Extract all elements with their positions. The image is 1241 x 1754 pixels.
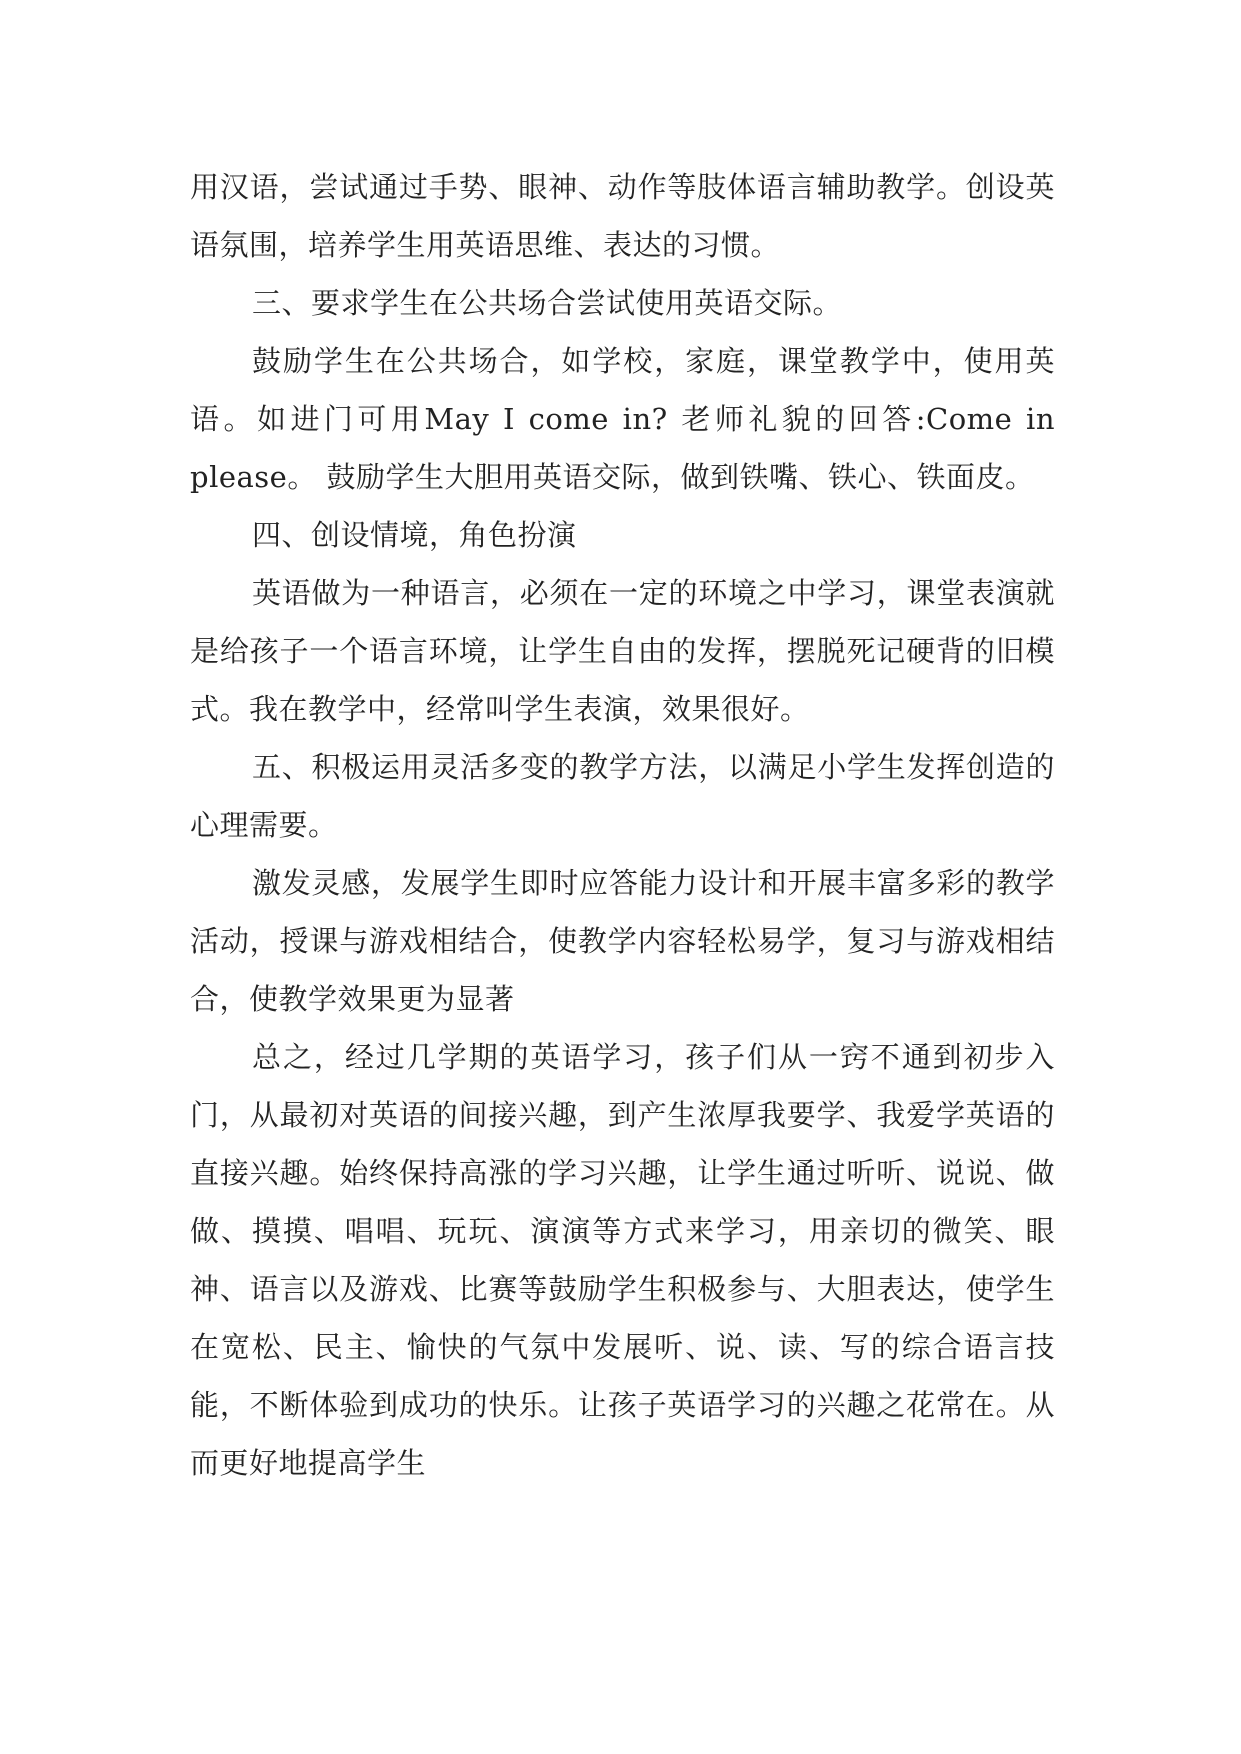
paragraph-4: 四、创设情境，角色扮演 (252, 518, 577, 552)
paragraph-6: 五、积极运用灵活多变的教学方法，以满足小学生发挥创造的心理需要。 (190, 750, 1055, 842)
paragraph-7: 激发灵感，发展学生即时应答能力设计和开展丰富多彩的教学活动，授课与游戏相结合，使教学内容轻松易学，复习与游戏相结合，使教学效果更为显著 (190, 866, 1055, 1016)
paragraph-5: 英语做为一种语言，必须在一定的环境之中学习，课堂表演就是给孩子一个语言环境，让学生自由的发挥，摆脱死记硬背的旧模式。我在教学中，经常叫学生表演，效果很好。 (190, 576, 1055, 726)
paragraph-2: 三、要求学生在公共场合尝试使用英语交际。 (252, 286, 843, 320)
body-text (190, 158, 1055, 1492)
paragraph-3: 鼓励学生在公共场合，如学校，家庭，课堂教学中，使用英语。如进门可用May I come in? 老师礼貌的回答:Come in please。 鼓励学生大胆用英语交际，做到铁嘴、铁心、铁面皮。 (190, 344, 1055, 494)
paragraph-1: 用汉语，尝试通过手势、眼神、动作等肢体语言辅助教学。创设英语氛围，培养学生用英语思维、表达的习惯。 (190, 170, 1055, 262)
paragraph-8: 总之，经过几学期的英语学习，孩子们从一窍不通到初步入门，从最初对英语的间接兴趣，到产生浓厚我要学、我爱学英语的直接兴趣。始终保持高涨的学习兴趣，让学生通过听听、说说、做做、摸摸、唱唱、玩玩、演演等方式来学习，用亲切的微笑、眼神、语言以及游戏、比赛等鼓励学生积极参与、大胆表达，使学生在宽松、民主、愉快的气氛中发展听、说、读、写的综合语言技能，不断体验到成功的快乐。让孩子英语学习的兴趣之花常在。从而更好地提高学生 (190, 1040, 1055, 1480)
